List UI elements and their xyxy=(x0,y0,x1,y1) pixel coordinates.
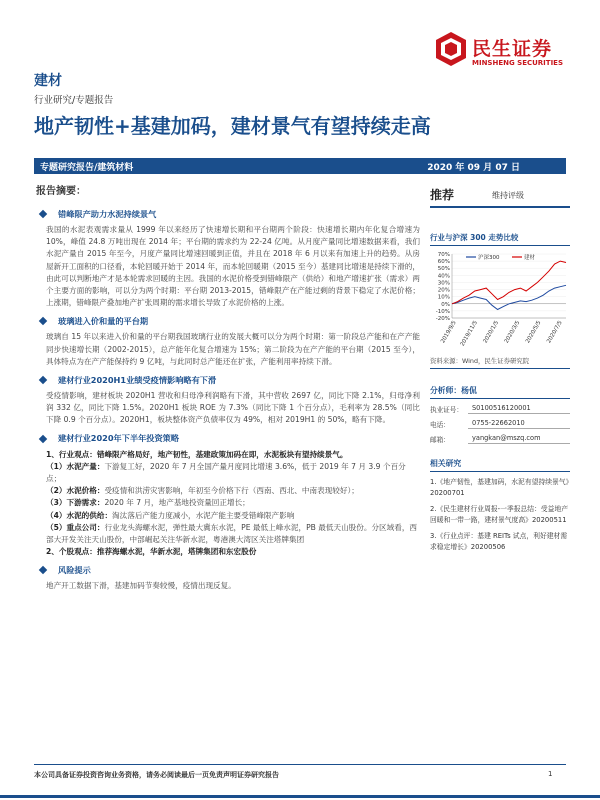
chart-y-tick-label: 0% xyxy=(441,301,450,308)
chart-legend-label: 沪深300 xyxy=(478,255,500,261)
diamond-bullet-icon xyxy=(39,317,47,325)
related-heading: 相关研究 xyxy=(430,458,570,472)
chart-y-tick-label: 60% xyxy=(437,259,450,266)
chart-y-tick-label: -10% xyxy=(435,308,450,315)
strategy-item xyxy=(34,485,420,497)
page-number: 1 xyxy=(548,770,553,778)
strategy-item xyxy=(34,522,420,546)
chart-x-tick-label: 2020/1/5 xyxy=(482,320,501,345)
footer-disclaimer: 本公司具备证券投资咨询业务资格，请务必阅读最后一页免责声明证券研究报告 xyxy=(34,771,279,779)
analyst-info-row xyxy=(430,404,570,414)
analyst-info-key: 执业证号： xyxy=(430,406,463,414)
header-band xyxy=(34,158,566,174)
section-heading-text: 建材行业2020年下半年投资策略 xyxy=(58,433,180,444)
analyst-info-row xyxy=(430,419,570,429)
strategy-item xyxy=(34,461,420,485)
analyst-info-value: S0100516120001 xyxy=(468,404,570,414)
analyst-info-key: 邮箱： xyxy=(430,436,450,444)
related-report-link[interactable]: 2.《民生建材行业周报-一季报总结：受益地产回暖和一带一路，建材景气度高》20200511 xyxy=(430,505,569,524)
diamond-bullet-icon xyxy=(39,376,47,384)
section-heading xyxy=(34,372,420,388)
rating-maintain: 维持评级 xyxy=(492,191,524,200)
analyst-info-value: 0755-22662010 xyxy=(468,419,570,429)
strategy-item-text: 下游复工好，2020 年 7 月全国产量月度同比增速 3.6%，低于 2019 年 7 月 3.9 个百分点； xyxy=(46,461,406,484)
brand-name-cn: 民生证券 xyxy=(472,38,553,60)
chart-y-tick-label: 40% xyxy=(437,273,450,280)
analyst-info-key: 电话： xyxy=(430,421,450,429)
section-paragraph: 受疫情影响，建材板块 2020H1 营收和归母净利润略有下滑，其中营收 2697 亿，同比下降 2.1%，归母净利润 332 亿，同比下降 1.5%。2020H1 板块 ROE 为 7.3%（同比下降 1 个百分点），毛利率为 28.5%（同比下降 0.9 个百分点）。2020H1，板块整体资产负债率仅为 49%，相对 2019H1 的 50%，略有下降。 xyxy=(46,391,420,425)
diamond-bullet-icon xyxy=(39,210,47,218)
strategy-item-text: 2020 年 7 月，地产基地投资量回正增长； xyxy=(104,498,250,508)
section-paragraph: 地产开工数据下滑，基建加码节奏较慢，疫情出现反复。 xyxy=(46,581,236,591)
strategy-item-label: （1）水泥产量： xyxy=(46,461,105,471)
chart-y-tick-label: 20% xyxy=(437,287,450,294)
strategy-item-label: （4）水泥的供给： xyxy=(46,510,113,520)
chart-caption: 行业与沪深 300 走势比较 xyxy=(430,232,570,246)
strategy-item-label: （5）重点公司： xyxy=(46,522,105,532)
sector-label: 建材 xyxy=(34,73,62,89)
related-report-link[interactable]: 1.《地产韧性，基建加码，水泥有望持续景气》20200701 xyxy=(430,478,570,497)
chart-y-tick-label: 10% xyxy=(437,294,450,301)
report-type: 行业研究/专题报告 xyxy=(34,95,114,106)
chart-x-tick-label: 2019/9/5 xyxy=(440,320,458,345)
chart-series-line xyxy=(452,285,566,309)
strategy-item-text: 行业龙头海螺水泥，弹性最大冀东水泥，PE 最低上峰水泥，PB 最低天山股份。分区域看，西部大开发关注天山股份，中部崛起关注华新水泥，粤港澳大湾区关注塔牌集团 xyxy=(46,522,418,545)
trend-chart-svg xyxy=(430,248,570,354)
related-report-link[interactable]: 3.《行业点评：基建 REITs 试点，利好建材需求稳定增长》20200506 xyxy=(430,532,568,551)
chart-x-tick-label: 2020/3/5 xyxy=(503,320,522,345)
strategy-item-label: （2）水泥价格： xyxy=(46,486,105,496)
chart-legend-label: 建材 xyxy=(524,255,536,261)
bottom-rule xyxy=(0,795,600,798)
section-heading-text: 错峰限产助力水泥持续景气 xyxy=(58,208,157,219)
strategy-item xyxy=(34,497,420,509)
sidebar xyxy=(430,186,570,553)
rating-recommend: 推荐 xyxy=(430,188,455,202)
section-heading-text: 建材行业2020H1业绩受疫情影响略有下滑 xyxy=(58,374,217,385)
chart-x-tick-label: 2020/5/5 xyxy=(524,320,543,345)
band-date: 2020 年 09 月 07 日 xyxy=(427,163,520,173)
chart-x-tick-label: 2019/11/5 xyxy=(459,320,479,348)
brand-logo-icon xyxy=(436,32,466,66)
section-paragraph: 我国的水泥表观需求量从 1999 年以来经历了快速增长期和平台期两个阶段：快速增长期内年化复合增速为 10%，峰值 24.8 万吨出现在 2014 年；平台期的需求约为 22-24 亿吨。从月度产量同比增速数据来看，我们水泥产量自 2015 年至今，月度产量同比增速回暖到正值，并且在 2018 年 6 月以来有加速上升的趋势。从房屋新开工面积的口径看，本轮回暖开始于 2014 年，而本轮回暖期（2015 至今）基建同比增速是持续下滑的，由此可以判断地产才是本轮需求回暖的主因。我国的水泥价格受到错峰限产（供给）和地产增速扩张（需求）两个主要方面的影响，可以分为两个时期：平台期 2013-2015，错峰限产在产能过剩的背景下稳定了水泥价格；上涨期，错峰限产叠加地产扩张周期的需求增长导致了水泥价格的上涨。 xyxy=(46,225,420,308)
rating-row xyxy=(430,186,570,208)
analyst-heading: 分析师：杨侃 xyxy=(430,385,570,399)
abstract-label: 报告摘要： xyxy=(36,186,86,197)
section-paragraph: 玻璃自 15 年以来进入价和量的平台期我国玻璃行业的发展大概可以分为两个时期：第一阶段总产能和在产产能同步快速增长期（2002-2015），总产能年化复合增速为 15%；第二阶段为在产产能的平台期（2015 至今），具体特点为在产产能保持约 9 亿吨，与此同时总产能还在扩张，产能利用率持续下滑。 xyxy=(46,332,420,366)
band-category: 专题研究报告/建筑材料 xyxy=(40,163,134,173)
strategy-item-label: （3）下游需求： xyxy=(46,498,105,508)
diamond-bullet-icon xyxy=(39,434,47,442)
section-heading xyxy=(34,431,420,447)
analyst-info-row xyxy=(430,434,570,444)
strategy-item-text: 淘汰落后产能力度减小，水泥产能主要受错峰限产影响 xyxy=(112,510,295,520)
section-heading-text: 玻璃进入价和量的平台期 xyxy=(58,315,149,326)
diamond-bullet-icon xyxy=(39,566,47,574)
brand-logo xyxy=(436,32,586,72)
chart-y-tick-label: -20% xyxy=(435,316,450,322)
abstract-body xyxy=(34,202,420,593)
strategy-item xyxy=(34,510,420,522)
section-heading xyxy=(34,313,420,329)
strategy-lead: 1、行业观点：错峰限产格局好，地产韧性，基建政策加码在即，水泥板块有望持续景气。 xyxy=(46,449,348,459)
chart-y-tick-label: 70% xyxy=(437,252,450,258)
section-heading-text: 风险提示 xyxy=(58,564,91,575)
section-heading xyxy=(34,206,420,222)
section-heading xyxy=(34,562,420,578)
chart-y-tick-label: 50% xyxy=(437,266,450,273)
strategy-item-text: 受疫情和洪涝灾害影响，年初至今价格下行（西南、西北、中南表现较好）； xyxy=(104,486,359,496)
trend-chart xyxy=(430,248,570,354)
chart-source: 资料来源：Wind，民生证券研究院 xyxy=(430,356,570,369)
chart-x-tick-label: 2020/7/5 xyxy=(546,320,564,345)
report-title: 地产韧性+基建加码，建材景气有望持续走高 xyxy=(34,114,431,138)
strategy-tail: 2、个股观点：推荐海螺水泥，华新水泥，塔牌集团和东宏股份 xyxy=(46,547,257,557)
brand-name-en: MINSHENG SECURITIES xyxy=(472,59,563,67)
footer-divider xyxy=(34,764,566,765)
analyst-email[interactable]: yangkan@mszq.com xyxy=(468,434,570,444)
chart-y-tick-label: 30% xyxy=(437,280,450,287)
